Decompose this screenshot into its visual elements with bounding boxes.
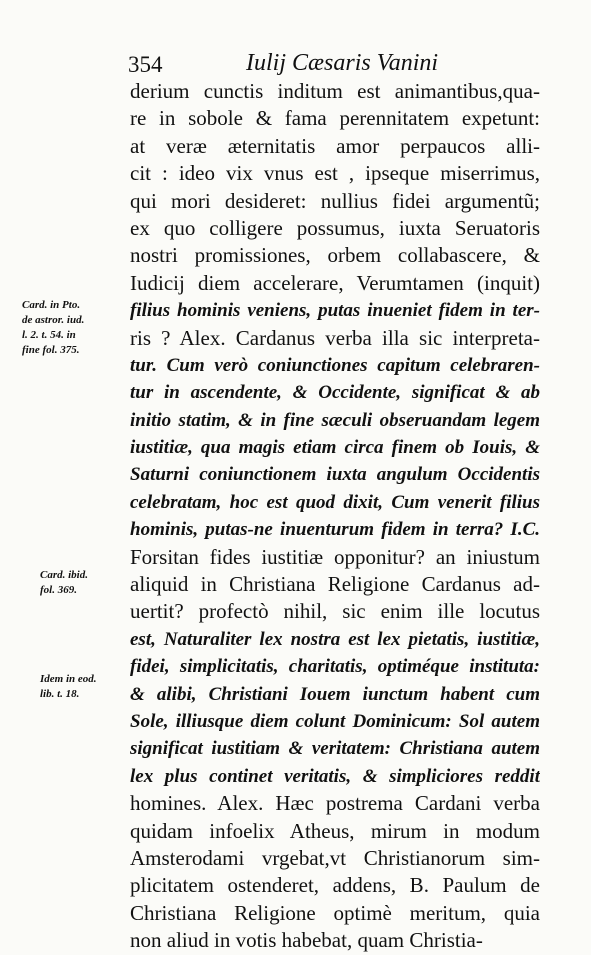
text-line: filius hominis veniens, putas inueniet fidem in ter- [130,300,540,322]
margin-note [40,672,160,702]
text-line: initio statim, & in fine sæculi obseruandam legem [130,409,540,431]
text-line: plicitatem ostenderet, addens, B. Paulum de [130,873,540,898]
text-line: hominis, putas-ne inuenturum fidem in terra? I.C. [130,519,540,541]
text-line: qui mori desideret: nullius fidei argumentũ; [130,188,540,213]
running-head: Iulij Cæsaris Vanini [246,50,439,76]
text-line: ris ? Alex. Cardanus verba illa sic interpreta- [130,325,540,350]
text-line: iustitiæ, qua magis etiam circa finem ob Iouis, & [130,437,540,459]
margin-note [22,298,142,358]
text-line: tur in ascendente, & Occidente, significat & ab [130,382,540,404]
page-number: 354 [128,52,163,77]
text-line: Amsterodami vrgebat,vt Christianorum sim- [130,845,540,870]
text-line: re in sobole & fama perennitatem expetunt: [130,106,540,131]
page-header [128,44,538,78]
margin-note-line: Card. ibid. [40,569,88,581]
text-line: fidei, simplicitatis, charitatis, optiméque instituta: [130,656,540,678]
text-line: homines. Alex. Hæc postrema Cardani verba [130,791,540,816]
text-line: aliquid in Christiana Religione Cardanus ad- [130,572,540,597]
text-line: lex plus continet veritatis, & simpliciores reddit [130,765,540,787]
margin-note [40,568,160,598]
text-line: tur. Cum verò coniunctiones capitum celebraren- [130,354,540,376]
text-line: significat iustitiam & veritatem: Christiana autem [130,738,540,760]
text-line: celebratam, hoc est quod dixit, Cum venerit filius [130,491,540,513]
text-line: non aliud in votis habebat, quam Christia- [130,928,483,953]
text-line: ex quo colligere possumus, iuxta Seruatoris [130,215,540,240]
text-line: Forsitan fides iustitiæ opponitur? an iniustum [130,544,540,569]
text-line: & alibi, Christiani Iouem iunctum habent cum [130,683,540,705]
text-line: est, Naturaliter lex nostra est lex pietatis, iustitiæ, [130,628,540,650]
margin-note-line: fol. 369. [40,584,77,596]
margin-note-line: de astror. iud. [22,314,85,326]
text-line: Saturni coniunctionem iuxta angulum Occidentis [130,464,540,486]
text-line: Iudicij diem accelerare, Verumtamen (inquit) [130,270,540,295]
text-line: nostri promissiones, orbem collabascere, & [130,243,540,268]
margin-note-line: Idem in eod. [40,673,97,685]
text-line: at veræ æternitatis amor perpaucos alli- [130,133,540,158]
margin-note-line: fine fol. 375. [22,344,80,356]
text-line: Christiana Religione optimè meritum, quia [130,900,540,925]
text-line: quidam infoelix Atheus, mirum in modum [130,818,540,843]
margin-note-line: lib. t. 18. [40,688,80,700]
margin-note-line: Card. in Pto. [22,299,81,311]
margin-note-line: l. 2. t. 54. in [22,329,76,341]
body-text [130,78,540,955]
text-line: cit : ideo vix vnus est , ipseque miserrimus, [130,161,540,186]
text-line: derium cunctis inditum est animantibus,qua- [130,79,540,103]
text-line: uertit? profectò nihil, sic enim ille locutus [130,599,540,624]
text-line: Sole, illiusque diem colunt Dominicum: Sol autem [130,710,540,732]
